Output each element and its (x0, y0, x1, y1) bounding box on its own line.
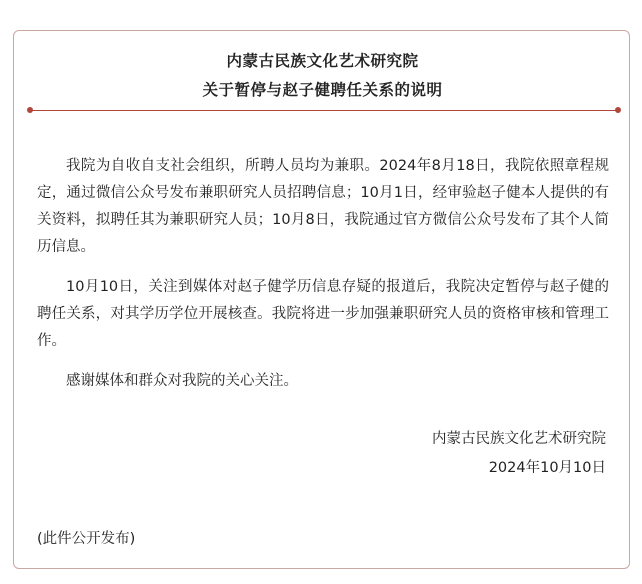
paragraph-3: 感谢媒体和群众对我院的关心关注。 (66, 373, 298, 389)
document-body (37, 153, 609, 408)
paragraph-2: 10月10日，关注到媒体对赵子健学历信息存疑的报道后，我院决定暂停与赵子健的聘任关系，对其学历学位开展核查。我院将进一步加强兼职研究人员的资格审核和管理工作。 (37, 279, 609, 349)
document-frame (13, 30, 630, 569)
document-title-subject: 关于暂停与赵子健聘任关系的说明 (202, 81, 443, 99)
signature-organization: 内蒙古民族文化艺术研究院 (432, 431, 606, 447)
publication-note: (此件公开发布) (37, 531, 136, 547)
document-title-org: 内蒙古民族文化艺术研究院 (226, 52, 419, 70)
paragraph-1: 我院为自收自支社会组织，所聘人员均为兼职。2024年8月18日，我院依照章程规定，通过微信公众号发布兼职研究人员招聘信息；10月1日，经审验赵子健本人提供的有关资料，拟聘任其为兼职研究人员；10月8日，我院通过官方微信公众号发布了其个人简历信息。 (37, 158, 609, 255)
signature-date: 2024年10月10日 (488, 460, 606, 476)
title-divider (30, 110, 617, 111)
divider-dot-right (615, 107, 621, 113)
